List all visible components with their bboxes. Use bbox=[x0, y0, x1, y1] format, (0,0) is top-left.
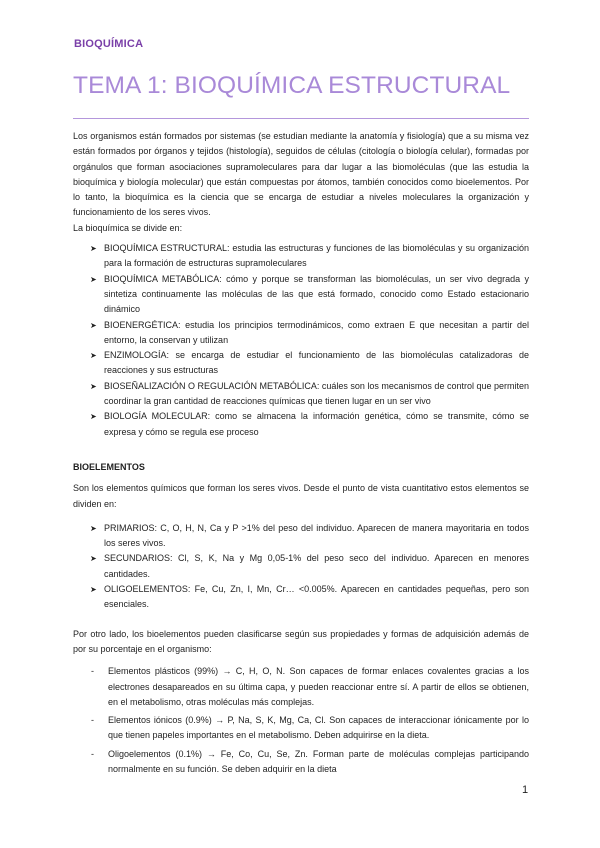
divide-intro: La bioquímica se divide en: bbox=[73, 222, 183, 233]
arrow-bullet-icon: ➤ bbox=[90, 412, 97, 422]
arrow-bullet-icon: ➤ bbox=[90, 554, 97, 564]
list-item: ➤ SECUNDARIOS: Cl, S, K, Na y Mg 0,05-1% del peso seco del individuo. Aparecen en menores cantidades. bbox=[90, 553, 529, 579]
list-item: ➤ OLIGOELEMENTOS: Fe, Cu, Zn, I, Mn, Cr… <0.005%. Aparecen en cantidades pequeñas, pero son esenciales. bbox=[90, 584, 529, 610]
classify-intro: Por otro lado, los bioelementos pueden clasificarse según sus propiedades y formas de adquisición además de por su porcentaje en el organismo: bbox=[73, 628, 529, 654]
divisions-list bbox=[73, 241, 529, 440]
arrow-bullet-icon: ➤ bbox=[90, 585, 97, 595]
dash-bullet-icon: - bbox=[91, 748, 94, 759]
page-number: 1 bbox=[522, 784, 529, 796]
list-item: - Elementos iónicos (0.9%) → P, Na, S, K, Mg, Ca, Cl. Son capaces de interaccionar iónicamente por lo que tienen papeles importantes en el metabolismo. Deben adquirirse en la dieta. bbox=[91, 715, 529, 741]
bioelementos-list bbox=[73, 521, 529, 613]
running-header: BIOQUÍMICA bbox=[74, 38, 144, 50]
dash-bullet-icon: - bbox=[91, 666, 94, 677]
arrow-bullet-icon: ➤ bbox=[90, 244, 97, 254]
bioelementos-intro: Son los elementos químicos que forman los seres vivos. Desde el punto de vista cuantitativo estos elementos se dividen en: bbox=[73, 483, 529, 509]
list-item: ➤ ENZIMOLOGÍA: se encarga de estudiar el funcionamiento de las biomoléculas catalizadoras de reacciones y sus estructuras bbox=[90, 350, 529, 376]
classification-list bbox=[73, 664, 529, 777]
list-item: ➤ BIOQUÍMICA METABÓLICA: cómo y porque se transforman las biomoléculas, un ser vivo degrada y sintetiza continuamente las moléculas de las que está formado, conocido como Estado estacionario dinámico bbox=[90, 273, 529, 315]
page-title: TEMA 1: BIOQUÍMICA ESTRUCTURAL bbox=[73, 72, 511, 99]
list-item: - Elementos plásticos (99%) → C, H, O, N. Son capaces de formar enlaces covalentes gracias a los electrones desapareados en su última capa, y pueden reaccionar entre sí. A partir de ellos se obtienen, en el metabolismo, otras moléculas más complejas. bbox=[91, 666, 529, 707]
section-heading-bioelementos: BIOELEMENTOS bbox=[73, 461, 145, 472]
list-item: ➤ BIOQUÍMICA ESTRUCTURAL: estudia las estructuras y funciones de las biomoléculas y su organización para la formación de estructuras supramoleculares bbox=[90, 243, 529, 269]
list-item: ➤ BIOENERGÉTICA: estudia los principios termodinámicos, como extraen E que necesitan a partir del entorno, la conservan y utilizan bbox=[90, 319, 529, 345]
list-item: - Oligoelementos (0.1%) → Fe, Co, Cu, Se, Zn. Forman parte de moléculas complejas participando normalmente en su función. Se deben adquirir en la dieta bbox=[91, 748, 529, 774]
list-item: ➤ PRIMARIOS: C, O, H, N, Ca y P >1% del peso del individuo. Aparecen de manera mayoritaria en todos los seres vivos. bbox=[90, 522, 529, 549]
title-divider bbox=[73, 118, 529, 119]
arrow-bullet-icon: ➤ bbox=[90, 381, 97, 391]
document-body bbox=[73, 129, 529, 780]
intro-paragraph: Los organismos están formados por sistemas (se estudian mediante la anatomía y fisiología) que a su misma vez están formados por órganos y tejidos (histología), seguidos de células (citología o biología celular), formadas por orgánulos que forman asociaciones supramoleculares para dar lugar a las biomoléculas (que las estudia la bioquímica y biología molecular) que están compuestas por átomos, también conocidos como bioelementos. Por lo tanto, la bioquímica es la ciencia que se encarga de estudiar a niveles moleculares la organización y funcionamiento de los seres vivos. bbox=[73, 131, 529, 218]
list-item: ➤ BIOLOGÍA MOLECULAR: como se almacena la información genética, cómo se transmite, cómo se expresa y cómo se regula ese proceso bbox=[90, 411, 529, 437]
arrow-bullet-icon: ➤ bbox=[90, 523, 97, 533]
arrow-bullet-icon: ➤ bbox=[90, 274, 97, 284]
list-item: ➤ BIOSEÑALIZACIÓN O REGULACIÓN METABÓLICA: cuáles son los mecanismos de control que permiten coordinar la gran cantidad de reacciones químicas que tienen lugar en un ser vivo bbox=[90, 380, 529, 407]
arrow-bullet-icon: ➤ bbox=[90, 320, 97, 330]
arrow-bullet-icon: ➤ bbox=[90, 351, 97, 361]
dash-bullet-icon: - bbox=[91, 715, 94, 726]
